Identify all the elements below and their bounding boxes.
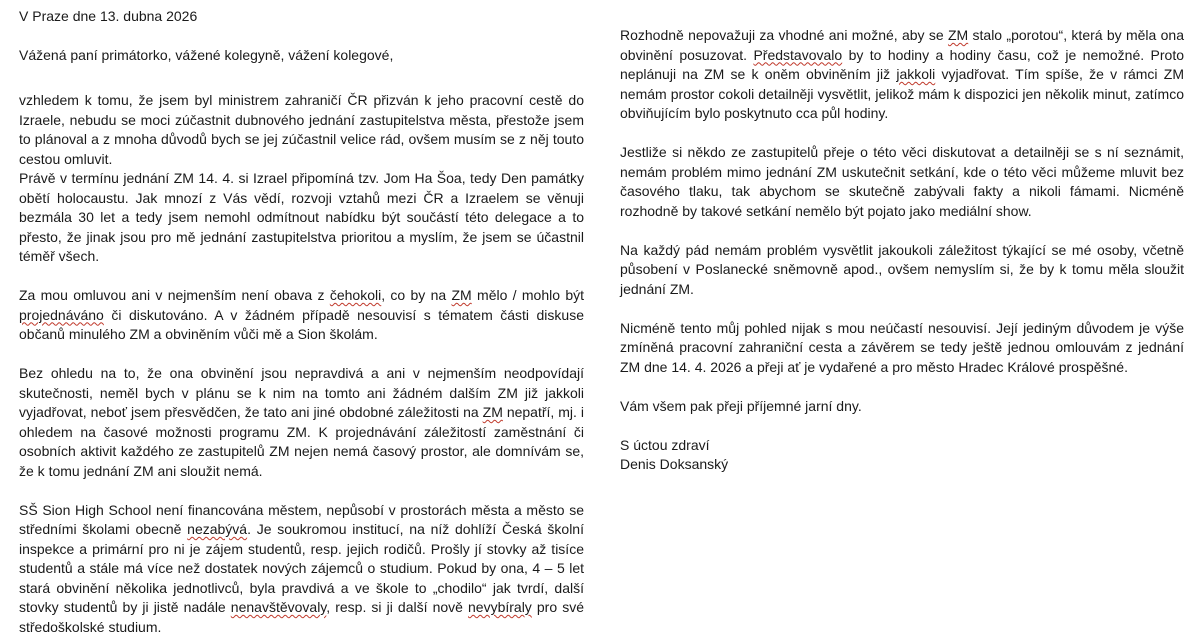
paragraph-explain-anything: Na každý pád nemám problém vysvětlit jakoukoli záležitost týkající se mé osoby, včetně působení v Poslanecké sněmovně apod., ovšem nemyslím si, že by k tomu měla sloužit jednání ZM.	[620, 241, 1184, 300]
paragraph-reason-not-fear: Za mou omluvou ani v nejmenším není obava z čehokoli, co by na ZM mělo / mohlo být projednáváno či diskutováno. A v žádném případě nesouvisí s tématem části diskuse občanů minulého ZM a obviněním vůči mě a Sion školám.	[19, 286, 584, 345]
paragraph-accusations: Bez ohledu na to, že ona obvinění jsou nepravdivá a ani v nejmenším neodpovídají skutečnosti, neměl bych v plánu se k nim na tomto ani žádném dalším ZM již jakkoli vyjadřovat, neboť jsem přesvědčen, že tato ani jiné obdobné záležitosti na ZM nepatří, mj. i ohledem na časové možnosti programu ZM. K projednávání záležitostí zaměstnání či osobních aktivit každého ze zastupitelů ZM nejen nemá časový prostor, ale domnívám se, že k tomu jednání ZM ani sloužit nemá.	[19, 364, 584, 481]
right-column	[620, 0, 1184, 475]
paragraph-sion-school: SŠ Sion High School není financována městem, nepůsobí v prostorách města a město se středními školami obecně nezabývá. Je soukromou institucí, na níž dohlíží Česká školní inspekce a primární pro ni je zájem studentů, resp. jejich rodičů. Prošly jí stovky až tisíce studentů a stále má více než dostatek nových zájemců o studium. Pokud by ona, 4 – 5 let stará obvinění několika jednotlivců, byla pravdivá a ve škole to „chodilo“ jak tvrdí, další stovky studentů by ji jistě nadále nenavštěvovaly, resp. si ji další nově nevybíraly pro své středoškolské studium.	[19, 501, 584, 637]
paragraph-conclusion: Nicméně tento můj pohled nijak s mou neúčastí nesouvisí. Její jediným důvodem je výše zmíněná pracovní zahraniční cesta a závěrem se tedy ještě jednou omlouvám z jednání ZM dne 14. 4. 2026 a přeji ať je vydařené a pro město Hradec Králové prospěšné.	[620, 319, 1184, 378]
date-line: V Praze dne 13. dubna 2026	[19, 7, 584, 27]
left-column	[19, 0, 584, 637]
paragraph-wishes: Vám všem pak přeji příjemné jarní dny.	[620, 397, 1184, 417]
paragraph-not-jury: Rozhodně nepovažuji za vhodné ani možné, aby se ZM stalo „porotou“, která by měla ona obvinění posuzovat. Představovalo by to hodiny a hodiny času, což je nemožné. Proto neplánuji na ZM se k oněm obviněním již jakkoli vyjadřovat. Tím spíše, že v rámci ZM nemám prostor cokoli detailněji vysvětlit, jelikož mám k dispozici jen několik minut, zatímco obviňujícím bylo poskytnuto cca půl hodiny.	[620, 26, 1184, 124]
paragraph-trip-apology: vzhledem k tomu, že jsem byl ministrem zahraničí ČR přizván k jeho pracovní cestě do Izraele, nebudu se moci zúčastnit dubnového jednání zastupitelstva města, přestože jsem to plánoval a z mnoha důvodů bych se jej zúčastnil velice rád, ovšem musím se z něj touto cestou omluvit.	[19, 91, 584, 169]
salutation: Vážená paní primátorko, vážené kolegyně, vážení kolegové,	[19, 46, 584, 66]
signature-name: Denis Doksanský	[620, 455, 1184, 475]
paragraph-jom-ha-soa: Právě v termínu jednání ZM 14. 4. si Izrael připomíná tzv. Jom Ha Šoa, tedy Den památky obětí holocaustu. Jak mnozí z Vás vědí, rozvoji vztahů mezi ČR a Izraelem se věnuji bezmála 30 let a tedy jsem nemohl odmítnout nabídku být součástí této delegace a to přesto, že jinak jsou pro mě jednání zastupitelstva prioritou a myslím, že jsem se účastnil téměř všech.	[19, 169, 584, 267]
closing-line: S úctou zdraví	[620, 436, 1184, 456]
paragraph-offer-meeting: Jestliže si někdo ze zastupitelů přeje o této věci diskutovat a detailněji se s ní seznámit, nemám problém mimo jednání ZM uskutečnit setkání, kde o této věci můžeme mluvit bez časového tlaku, tak abychom se skutečně zabývali fakty a nikoli fámami. Nicméně rozhodně by takové setkání nemělo být pojato jako mediální show.	[620, 143, 1184, 221]
